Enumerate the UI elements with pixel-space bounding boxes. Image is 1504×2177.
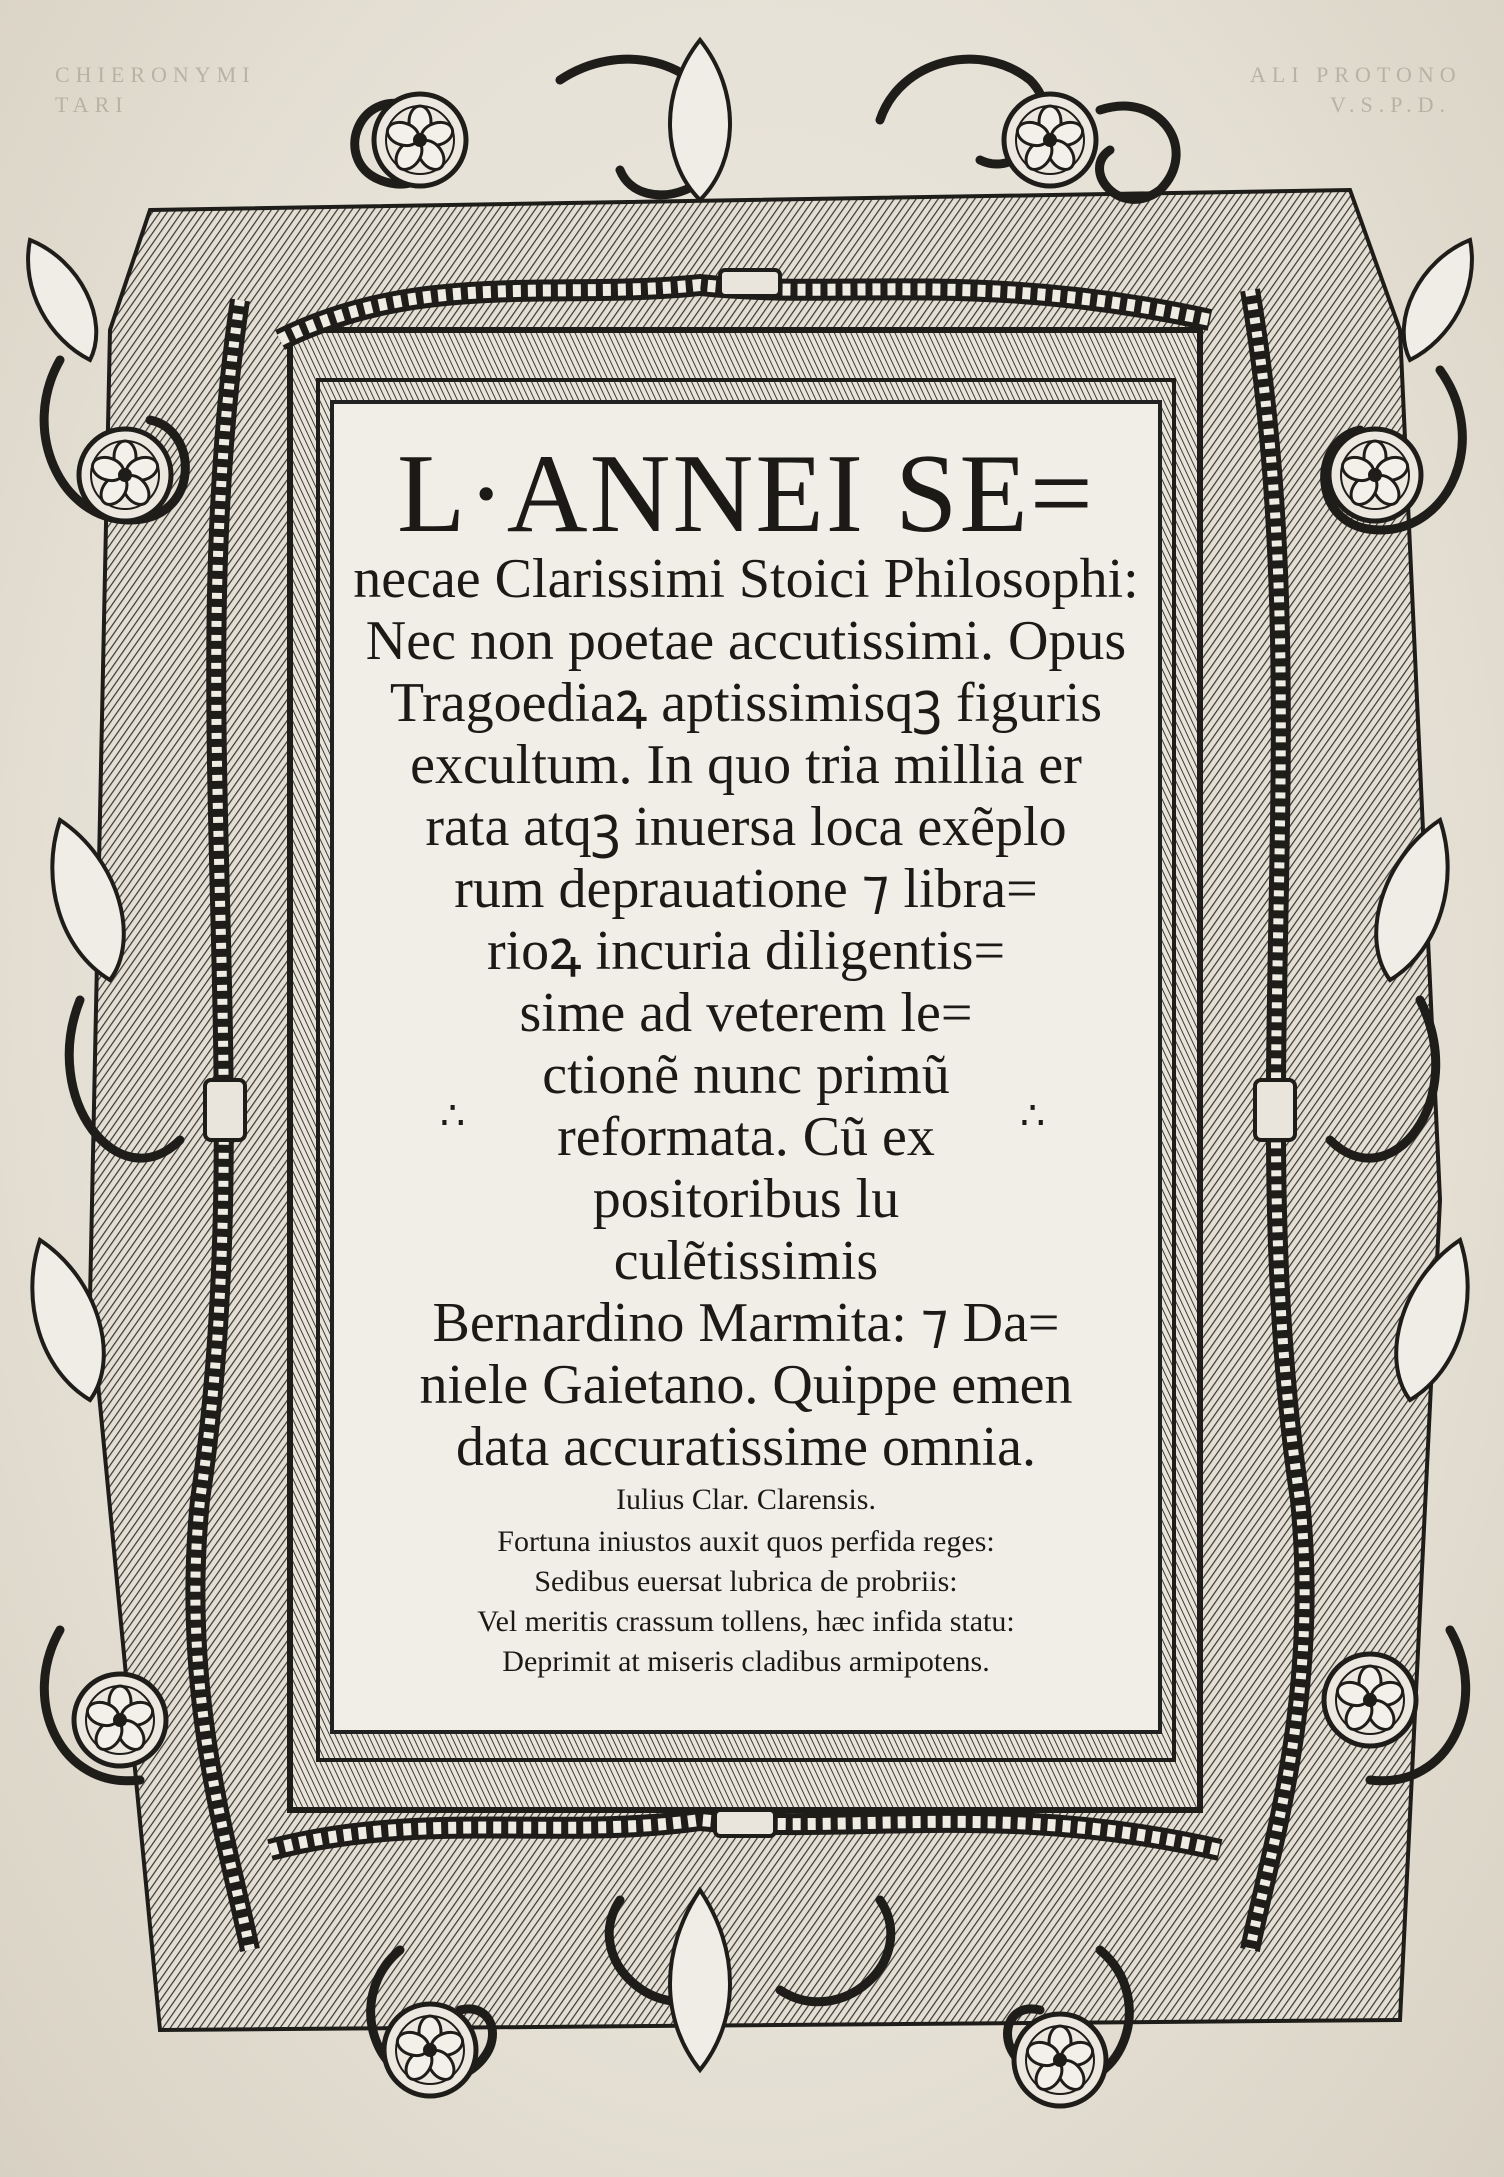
verse-line-3: Vel meritis crassum tollens, hæc infida statu: (477, 1605, 1015, 1638)
verse-line-2: Sedibus euersat lubrica de probriis: (534, 1565, 958, 1598)
title-line-11: positoribus lu (592, 1168, 900, 1230)
bleed-through-text-2b: V.S.P.D. (1330, 92, 1451, 117)
title-line-8: sime ad veterem le= (519, 982, 973, 1044)
ornament-right: ∴ (1020, 1093, 1046, 1139)
bleed-through-text-1b: ALI PROTONO (1250, 62, 1462, 87)
title-body (332, 548, 1160, 1478)
title-line-9: ctionẽ nunc primũ (542, 1044, 950, 1106)
title-line-2: Nec non poetae accutissimi. Opus (365, 610, 1127, 672)
title-line-13: Bernardino Marmita: ⁊ Da= (432, 1292, 1060, 1354)
title-line-3: Tragoediaꝝ aptissimisqꝫ figuris (389, 672, 1103, 734)
bleed-through-text-2: TARI (55, 92, 129, 117)
title-line: L·ANNEI SE= (397, 432, 1095, 556)
title-line-4: excultum. In quo tria millia er (410, 734, 1082, 796)
title-line-15: data accuratissime omnia. (456, 1416, 1036, 1478)
title-line-10: reformata. Cũ ex (557, 1106, 935, 1168)
title-line-5: rata atqꝫ inuersa loca exẽplo (425, 796, 1067, 858)
verse-line-1: Fortuna iniustos auxit quos perfida reges: (497, 1525, 995, 1558)
title-line-6: rum deprauatione ⁊ libra= (454, 858, 1038, 920)
title-line-14: niele Gaietano. Quippe emen (419, 1354, 1073, 1416)
title-line-12: culẽtissimis (613, 1230, 879, 1292)
bleed-through-text-1: CHIERONYMI (55, 62, 256, 87)
title-line-7: rioꝝ incuria diligentis= (486, 920, 1006, 982)
ornament-left: ∴ (440, 1093, 466, 1139)
title-line-1: necae Clarissimi Stoici Philosophi: (353, 548, 1139, 610)
verse-author: Iulius Clar. Clarensis. (616, 1483, 876, 1516)
verse-line-4: Deprimit at miseris cladibus armipotens. (502, 1645, 990, 1678)
